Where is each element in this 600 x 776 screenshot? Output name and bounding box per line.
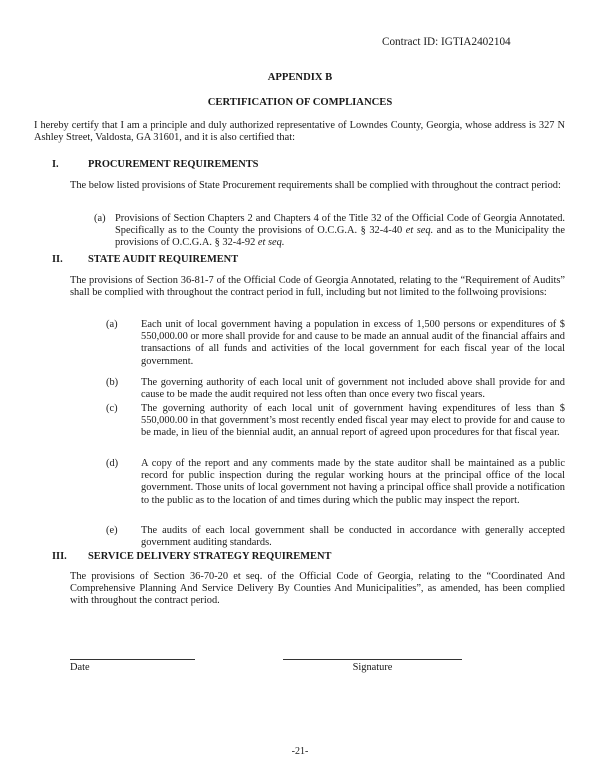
section-1-number: I. [52,159,59,170]
section-2-item-a-label: (a) [106,319,118,330]
appendix-title: APPENDIX B [267,72,333,83]
section-1-body: The below listed provisions of State Procurement requirements shall be complied with throughout the contract period: [70,180,561,191]
signature-label: Signature [352,662,393,673]
section-1-item-a-text: Provisions of Section Chapters 2 and Chapters 4 of the Title 32 of the Official Code of Georgia Annotated. Specifically as to the County the provisions of O.C.G.A. § 32-4-40 et seq. and as to the Municipality the provisions of O.C.G.A. § 32-4-92 et seq. [115,213,565,249]
intro-paragraph: I hereby certify that I am a principle and duly authorized representative of Lowndes County, Georgia, whose address is 327 N Ashley Street, Valdosta, GA 31601, and it is also certified that: [34,120,565,144]
section-2-item-e-label: (e) [106,525,118,536]
section-1-title: PROCUREMENT REQUIREMENTS [88,159,259,170]
section-3-body: The provisions of Section 36-70-20 et seq. of the Official Code of Georgia, relating to the “Coordinated And Comprehensive Planning And Service Delivery By Counties And Municipalities”, as amended, has been complied with throughout the contract period. [70,571,565,607]
section-2-number: II. [52,254,63,265]
section-2-item-c-label: (c) [106,403,118,414]
section-2-item-c-text: The governing authority of each local unit of government having expenditures of less than $ 550,000.00 in that government’s most recently ended fiscal year may elect to provide for and cause to be made, in lieu of the biennial audit, an annual report of agreed upon procedures for that fiscal year. [141,403,565,439]
date-line[interactable] [70,659,195,660]
date-label: Date [70,662,90,673]
section-2-title: STATE AUDIT REQUIREMENT [88,254,239,265]
section-2-item-a-text: Each unit of local government having a population in excess of 1,500 persons or expenditures of $ 550,000.00 or more shall provide for and cause to be made an annual audit of the financial affairs and transactions of all funds and activities of the local government for each fiscal year of the local government. [141,319,565,367]
section-3-title: SERVICE DELIVERY STRATEGY REQUIREMENT [88,551,332,562]
certification-title: CERTIFICATION OF COMPLIANCES [207,97,393,108]
page-number: -21- [291,746,309,757]
section-2-item-b-text: The governing authority of each local unit of government not included above shall provide for and cause to be made the audit required not less often than once every two fiscal years. [141,377,565,401]
section-2-item-b-label: (b) [106,377,119,388]
section-2-item-d-label: (d) [106,458,119,469]
contract-id: Contract ID: IGTIA2402104 [382,36,511,48]
section-1-item-a-label: (a) [94,213,106,224]
section-3-number: III. [52,551,67,562]
signature-line[interactable] [283,659,462,660]
section-2-item-d-text: A copy of the report and any comments made by the state auditor shall be maintained as a public record for public inspection during the regular working hours at the principal office of the local government. Those units of local government not having a principal office shall provide a notification to the public as to the location of and times during which the public may inspect the report. [141,458,565,506]
section-2-item-e-text: The audits of each local government shall be conducted in accordance with generally accepted government auditing standards. [141,525,565,549]
section-2-body: The provisions of Section 36-81-7 of the Official Code of Georgia Annotated, relating to the “Requirement of Audits” shall be complied with throughout the contract period in full, including but not limited to the follwoing provisions: [70,275,565,299]
